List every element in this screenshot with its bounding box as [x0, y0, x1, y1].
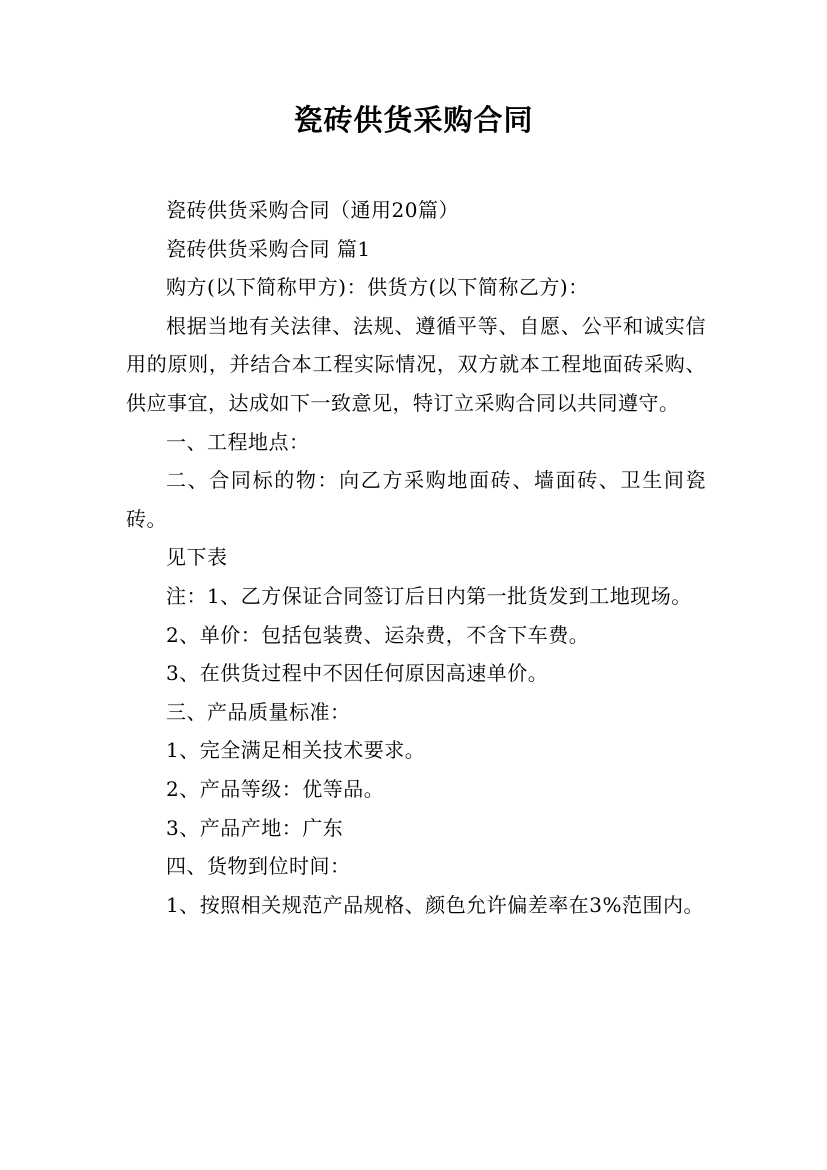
- paragraph-preamble: 根据当地有关法律、法规、遵循平等、自愿、公平和诚实信用的原则，并结合本工程实际情况，双方就本工程地面砖采购、供应事宜，达成如下一致意见，特订立采购合同以共同遵守。: [126, 313, 706, 415]
- paragraph-delivery-1: 1、按照相关规范产品规格、颜色允许偏差率在3%范围内。: [166, 892, 704, 917]
- paragraph-heading: 瓷砖供货采购合同（通用20篇）: [166, 198, 459, 222]
- paragraph-quality-1: 1、完全满足相关技术要求。: [166, 738, 426, 763]
- paragraph-section-label: 瓷砖供货采购合同 篇1: [166, 236, 371, 261]
- paragraph-quality-3: 3、产品产地：广东: [166, 815, 344, 840]
- paragraph-see-table: 见下表: [166, 545, 228, 570]
- document-title: 瓷砖供货采购合同: [293, 103, 534, 137]
- paragraph-parties: 购方(以下简称甲方)：供货方(以下简称乙方)：: [166, 275, 589, 300]
- paragraph-clause-1: 一、工程地点：: [166, 429, 310, 454]
- paragraph-note-2: 2、单价：包括包装费、运杂费，不含下车费。: [166, 622, 590, 647]
- paragraph-clause-3: 三、产品质量标准：: [166, 699, 351, 724]
- paragraph-clause-2: 二、合同标的物：向乙方采购地面砖、墙面砖、卫生间瓷砖。: [126, 468, 706, 531]
- paragraph-quality-2: 2、产品等级：优等品。: [166, 776, 385, 801]
- paragraph-note-3: 3、在供货过程中不因任何原因高速单价。: [166, 661, 549, 686]
- document-body: [126, 191, 706, 924]
- paragraph-note-1: 注：1、乙方保证合同签订后日内第一批货发到工地现场。: [166, 583, 692, 608]
- paragraph-clause-4: 四、货物到位时间：: [166, 854, 351, 879]
